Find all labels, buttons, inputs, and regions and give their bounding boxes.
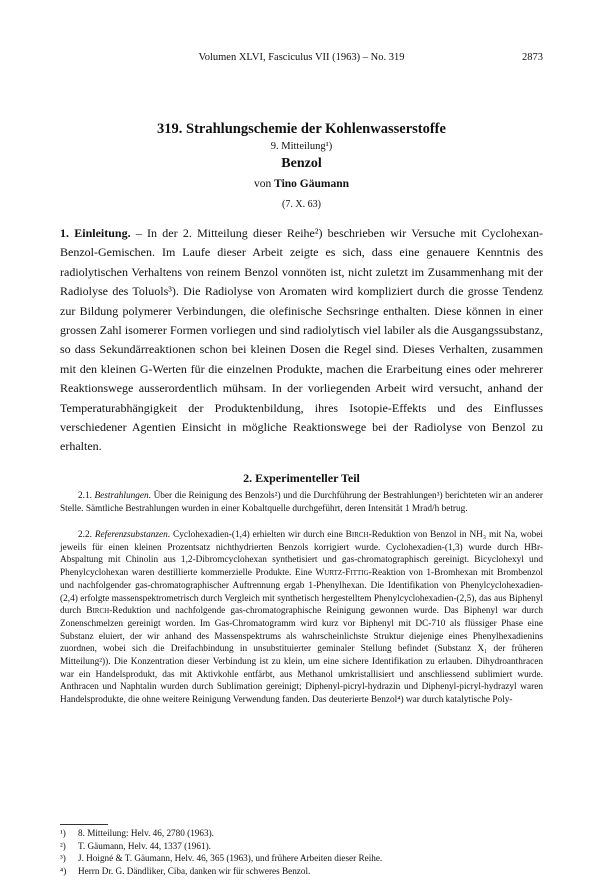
footnote-2 bbox=[60, 840, 543, 853]
footnote-text: T. Gäumann, Helv. 44, 1337 (1961). bbox=[78, 840, 211, 851]
introduction-text: – In der 2. Mitteilung dieser Reihe²) beschrieben wir Versuche mit Cyclohexan-Benzol-Gemischen. Im Laufe dieser Arbeit zeigte es sich, dass eine genauere Kenntnis des radiolytischen Verhaltens von reinem Benzol vonnöten ist, nicht zuletzt im Zusammenhang mit der Radiolyse des Toluols³). Die Radiolyse von Aromaten wird kompliziert durch die grosse Tendenz zur Bildung polymerer Verbindungen, die olefinische Sechsringe enthalten. Diese können in einer grossen Zahl isomerer Formen vorliegen und sind radiolytisch viel labiler als die Ausgangssubstanz, so dass Sekundärreaktionen schon bei kleinen Dosen die Regel sind. Dieses Verhalten, zusammen mit den kleinen G-Werten für die einzelnen Produkte, machen die Erarbeitung eines oder mehrerer Reaktionswege ausserordentlich mühsam. In der vorliegenden Arbeit wird versucht, anhand der Temperaturabhängigkeit der Produktenbildung, ihres Isotopie-Effekts und des Einflusses verschiedener Agentien Einsicht in mögliche Reaktionswege bei der Radiolyse von Benzol zu erhalten. bbox=[60, 226, 543, 454]
paragraph-2-2-text-b: -Reduktion von Benzol in NH₃ mit Na, wobei jeweils für einen kleinen Prozentsatz nichthydrierten Benzols korrigiert wurde. Cyclohexadien-(1,3) wurde durch HBr-Abspaltung mit Chinolin aus 1,2-Dibromcyclohexan synthetisiert und gas-chromatographisch gereinigt. Bicyclohexyl und Phenylcyclohexan waren destillierte kommerzielle Produkte. Eine bbox=[60, 530, 544, 579]
footnote-text: 8. Mitteilung: Helv. 46, 2780 (1963). bbox=[78, 828, 214, 838]
footnote-text: J. Hoigné & T. Gäumann, Helv. 46, 365 (1963), und frühere Arbeiten dieser Reihe. bbox=[78, 853, 383, 864]
paragraph-2-2-title: Referenzsubstanzen. bbox=[94, 530, 171, 540]
paragraph-2-2-text-d: -Reduktion und nachfolgende gas-chromatographische Reinigung gewonnen wurde. Das Biphenyl war durch Zonenschmelzen gereinigt worden. Im Gas-Chromatogramm wird kurz vor Biphenyl mit DC-710 als flüssiger Phase eine Substanz eluiert, der wir anhand des Massenspektrums als wahrscheinlichste Struktur diejenige eines Phenylhexadienins zuordnen, wobei sich die Dreifachbindung in unsubstituierter geminaler Stellung befindet (Substanz X₁ der früheren Mitteilung²)). Die Konzentration dieser Verbindung ist zu klein, um eine sichere Identifikation zu erlauben. Dihydroanthracen war ein Handelsprodukt, das mit Aktivkohle entfärbt, aus Methanol umkristallisiert und anschliessend sublimiert wurde. Anthracen und Naphtalin wurden durch Sublimation gereinigt; Diphenyl-picryl-hydrazin und Diphenyl-picryl-hydrazyl waren Handelsprodukte, die ohne weitere Reinigung Verwendung fanden. Das deuterierte Benzol⁴) war durch katalytische Poly- bbox=[60, 606, 543, 706]
running-header bbox=[60, 52, 543, 66]
section-2-heading: 2. Experimenteller Teil bbox=[243, 471, 360, 485]
article-subtitle: 9. Mitteilung¹) bbox=[270, 141, 333, 152]
paragraph-2-1 bbox=[60, 490, 543, 515]
paragraph-2-1-title: Bestrahlungen. bbox=[94, 491, 152, 501]
author-name: Tino Gäumann bbox=[274, 178, 349, 190]
byline-prefix: von bbox=[253, 178, 272, 190]
byline bbox=[60, 178, 543, 190]
paragraph-2-1-number: 2.1. bbox=[78, 491, 92, 501]
footnote-rule bbox=[60, 824, 108, 825]
footnote-mark: ⁴) bbox=[60, 865, 67, 876]
section-1-heading: 1. Einleitung. bbox=[60, 226, 131, 240]
paragraph-2-2 bbox=[60, 529, 543, 707]
birch-name: Birch bbox=[345, 530, 369, 540]
page-number: 2873 bbox=[522, 52, 543, 63]
wurtz-fittig-name: Wurtz-Fittig bbox=[315, 568, 369, 579]
received-date: (7. X. 63) bbox=[282, 199, 321, 210]
paragraph-2-1-text: Über die Reinigung des Benzols²) und die Durchführung der Bestrahlungen³) berichteten wir an anderer Stelle. Sämtliche Bestrahlungen wurden in einer Kobaltquelle durchgeführt, deren Intensität 1 Mrad/h betrug. bbox=[60, 491, 544, 514]
footnote-3 bbox=[60, 852, 543, 865]
birch-name-2: Birch bbox=[86, 606, 110, 617]
footnote-mark: ³) bbox=[60, 853, 66, 864]
paragraph-2-2-text-c: -Reaktion von 1-Bromhexan mit Brombenzol und nachfolgender gas-chromatographischer Auftrennung ergab 1-Phenylhexan. Die Identifikation von Phenylcyclohexadien-(2,4) erfolgte massenspektrometrisch durch Vergleich mit synthetisch hergestelltem Phenylcyclohexadien-(2,5), das aus Biphenyl durch bbox=[60, 568, 543, 617]
footnote-4 bbox=[60, 865, 543, 878]
paragraph-2-2-number: 2.2. bbox=[78, 530, 92, 540]
footnote-text: Herrn Dr. G. Dändliker, Ciba, danken wir für schweres Benzol. bbox=[78, 865, 311, 876]
footnote-mark: ¹) bbox=[60, 828, 66, 838]
paragraph-2-2-text-a: Cyclohexadien-(1,4) erhielten wir durch eine bbox=[170, 530, 346, 540]
journal-volume-line: Volumen XLVI, Fasciculus VII (1963) – No. 319 bbox=[198, 52, 405, 63]
article-title: 319. Strahlungschemie der Kohlenwasserstoffe bbox=[157, 121, 446, 137]
article-subject: Benzol bbox=[281, 156, 322, 171]
footnotes bbox=[60, 827, 543, 877]
footnote-1 bbox=[60, 827, 543, 840]
introduction-paragraph bbox=[60, 224, 543, 457]
footnote-mark: ²) bbox=[60, 840, 66, 851]
